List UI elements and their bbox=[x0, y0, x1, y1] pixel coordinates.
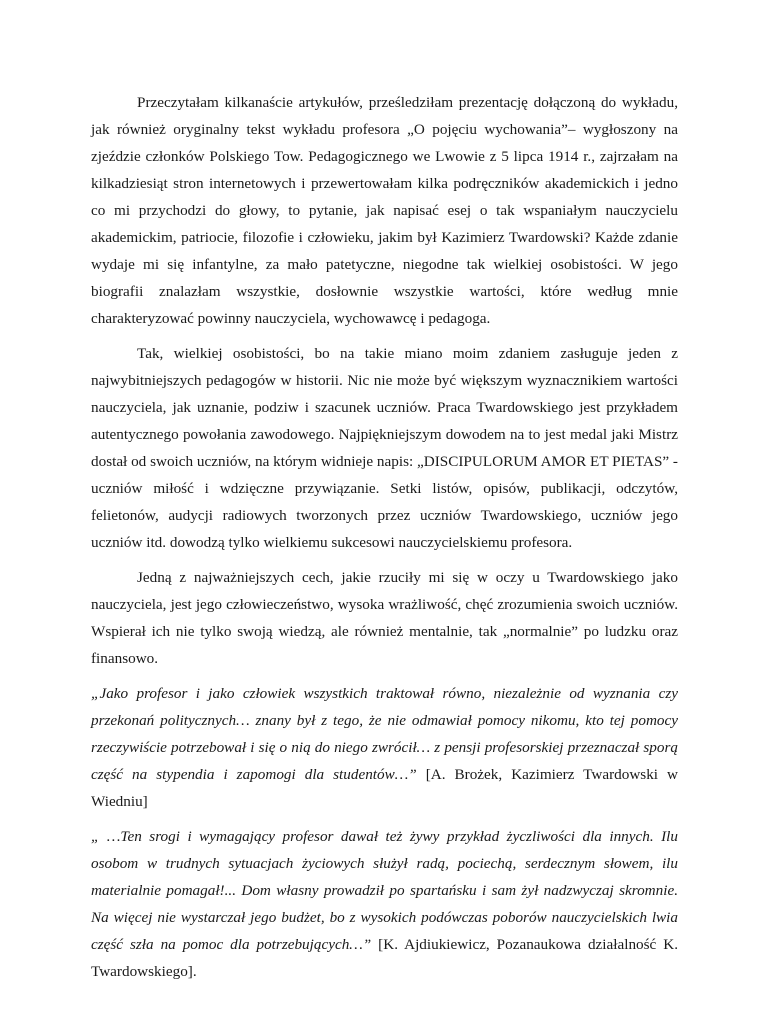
document-page bbox=[91, 89, 678, 993]
paragraph-personality: Tak, wielkiej osobistości, bo na takie miano moim zdaniem zasługuje jeden z najwybitniejszych pedagogów w historii. Nic nie może być większym wyznacznikiem wartości nauczyciela, jak uznanie, podziw i szacunek uczniów. Praca Twardowskiego jest przykładem autentycznego powołania zawodowego. Najpiękniejszym dowodem na to jest medal jaki Mistrz dostał od swoich uczniów, na którym widnieje napis: „DISCIPULORUM AMOR ET PIETAS” - uczniów miłość i wdzięczne przywiązanie. Setki listów, opisów, publikacji, odczytów, felietonów, audycji radiowych tworzonych przez uczniów Twardowskiego, uczniów jego uczniów itd. dowodzą tylko wielkiemu sukcesowi nauczycielskiemu profesora. bbox=[91, 345, 678, 551]
paragraph-humanity: Jedną z najważniejszych cech, jakie rzuciły mi się w oczy u Twardowskiego jako nauczyciela, jest jego człowieczeństwo, wysoka wrażliwość, chęć zrozumienia swoich uczniów. Wspierał ich nie tylko swoją wiedzą, ale również mentalnie, tak „normalnie” po ludzku oraz finansowo. bbox=[91, 569, 678, 667]
quote-brozek bbox=[91, 680, 678, 815]
quote-text: „Jako profesor i jako człowiek wszystkich traktował równo, niezależnie od wyznania czy przekonań politycznych… znany był z tego, że nie odmawiał pomocy nikomu, kto tej pomocy rzeczywiście potrzebował i się o nią do niego zwrócił… z pensji profesorskiej przeznaczał sporą część na stypendia i zapomogi dla studentów…” bbox=[91, 685, 678, 783]
quote-ajdukiewicz bbox=[91, 823, 678, 985]
quote-text: „ …Ten srogi i wymagający profesor dawał też żywy przykład życzliwości dla innych. Ilu osobom w trudnych sytuacjach życiowych służył radą, pociechą, serdecznym słowem, ilu materialnie pomagał!... Dom własny prowadził po spartańsku i sam żył nadzwyczaj skromnie. Na więcej nie wystarczał jego budżet, bo z wysokich podówczas poborów nauczycielskich lwia część szła na pomoc dla potrzebujących…” bbox=[91, 828, 678, 953]
quote-source: [K. Ajdiukiewicz, Pozanaukowa działalność K. Twardowskiego]. bbox=[91, 936, 678, 980]
quote-source: [A. Brożek, Kazimierz Twardowski w Wiedniu] bbox=[91, 766, 678, 810]
paragraph-intro: Przeczytałam kilkanaście artykułów, prześledziłam prezentację dołączoną do wykładu, jak również oryginalny tekst wykładu profesora „O pojęciu wychowania”– wygłoszony na zjeździe członków Polskiego Tow. Pedagogicznego we Lwowie z 5 lipca 1914 r., zajrzałam na kilkadziesiąt stron internetowych i przewertowałam kilka podręczników akademickich i jedno co mi przychodzi do głowy, to pytanie, jak napisać esej o tak wspaniałym nauczycielu akademickim, patriocie, filozofie i człowieku, jakim był Kazimierz Twardowski? Każde zdanie wydaje mi się infantylne, za mało patetyczne, niegodne tak wielkiej osobistości. W jego biografii znalazłam wszystkie, dosłownie wszystkie wartości, które według mnie charakteryzować powinny nauczyciela, wychowawcę i pedagoga. bbox=[91, 94, 678, 327]
